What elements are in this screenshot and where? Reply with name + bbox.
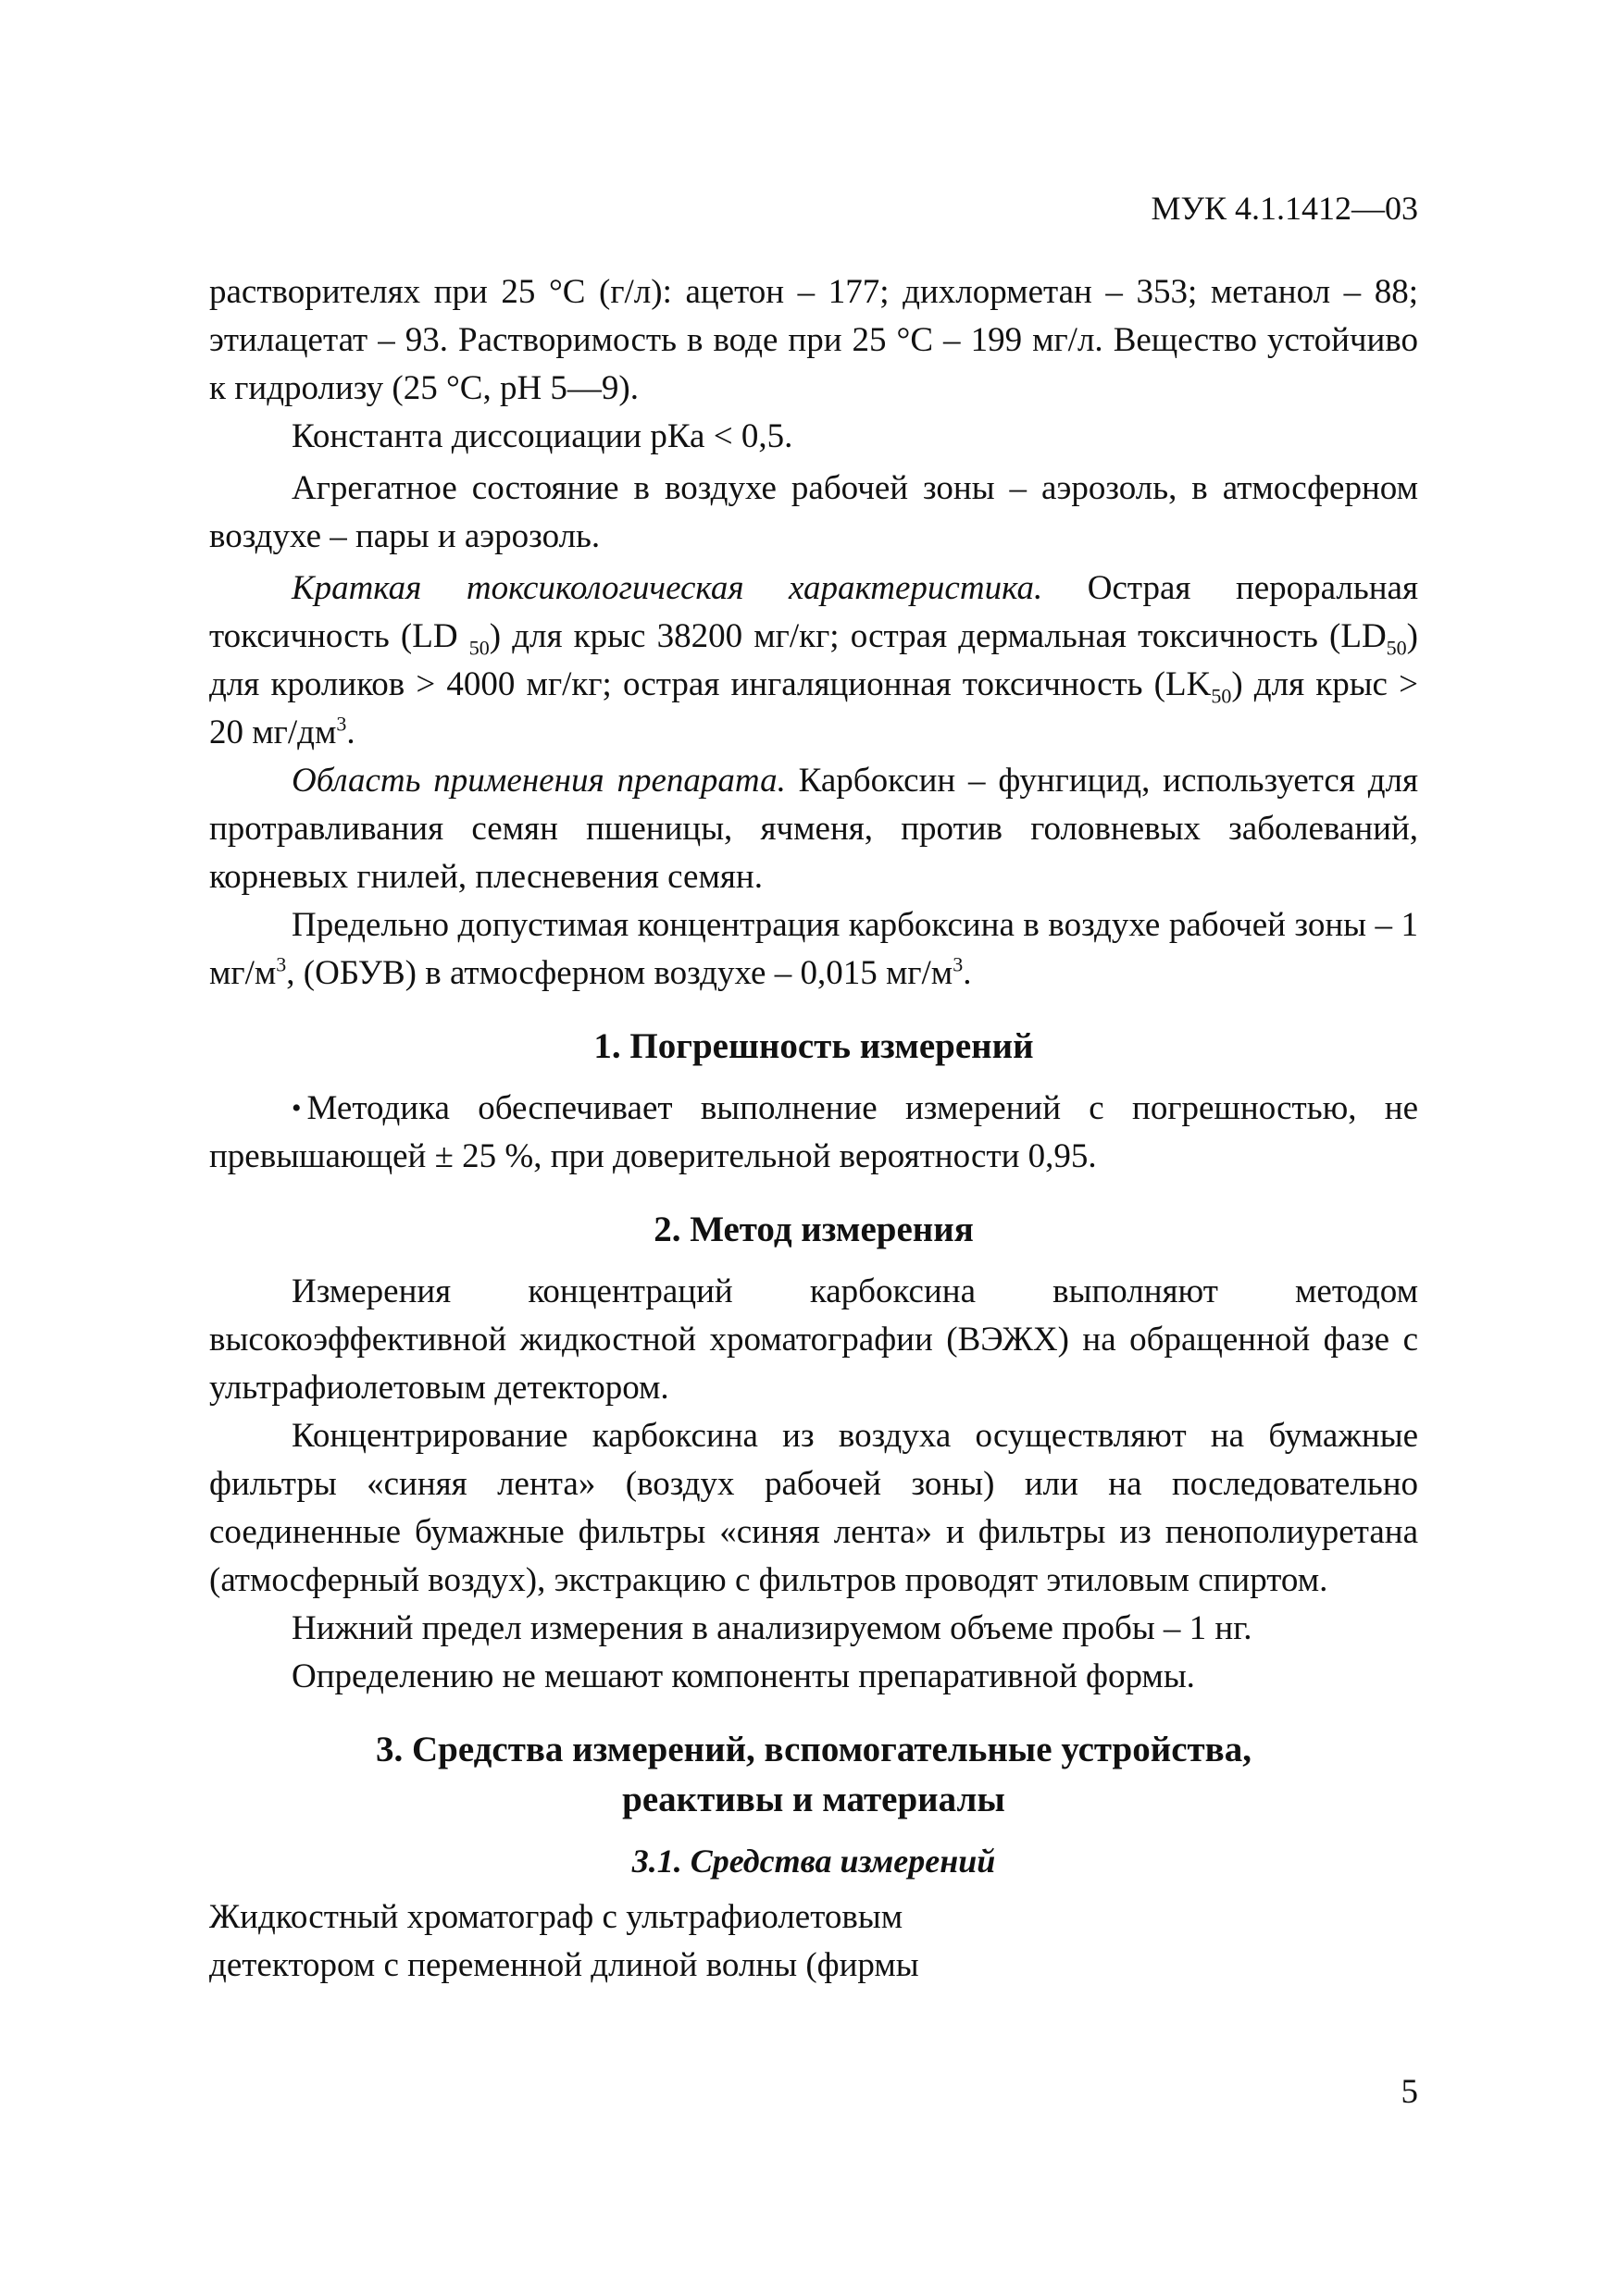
m3-superscript-2: 3 <box>953 952 964 976</box>
page-content <box>209 268 1418 1990</box>
bullet-icon: • <box>292 1093 302 1123</box>
instrument-line-1: Жидкостный хроматограф с ультрафиолетовым <box>209 1898 903 1936</box>
toxicology-text-c: ) для кроликов > 4000 мг/кг; острая ингаляционная токсичность (LK <box>209 617 1418 703</box>
toxicology-text-e: . <box>346 714 355 751</box>
toxicology-text-d: ) для крыс > 20 мг/дм <box>209 665 1418 751</box>
method-paragraph-1: Измерения концентраций карбоксина выполняют методом высокоэффективной жидкостной хроматографии (ВЭЖХ) на обращенной фазе с ультрафиолетовым детектором. <box>209 1272 1418 1407</box>
dissociation-paragraph: Константа диссоциации рКа < 0,5. <box>292 417 793 455</box>
toxicology-text-a: Острая пероральная токсичность (LD <box>209 569 1418 655</box>
instrument-line-2: детектором с переменной длиной волны (фирмы <box>209 1946 919 1984</box>
dm3-superscript: 3 <box>336 712 347 736</box>
lk50-subscript: 50 <box>1211 684 1232 708</box>
m3-superscript-1: 3 <box>276 952 287 976</box>
ld50-dermal-subscript: 50 <box>1386 636 1407 660</box>
section-3-heading-line-1: 3. Средства измерений, вспомогательные устройства, <box>376 1730 1252 1769</box>
section-2-heading: 2. Метод измерения <box>654 1210 974 1249</box>
page-number: 5 <box>1401 2073 1418 2111</box>
method-paragraph-2: Концентрирование карбоксина из воздуха осуществляют на бумажные фильтры «синяя лента» (воздух рабочей зоны) или на последовательно соединенные бумажные фильтры «синяя лента» и фильтры из пенополиуретана (атмосферный воздух), экстракцию с фильтров проводят этиловым спиртом. <box>209 1417 1418 1599</box>
pdk-text-a: Предельно допустимая концентрация карбоксина в воздухе рабочей зоны – 1 мг/м <box>209 906 1418 992</box>
section-1-heading: 1. Погрешность измерений <box>593 1026 1034 1066</box>
pdk-paragraph <box>209 901 1418 998</box>
toxicology-title: Краткая токсикологическая характеристика. <box>292 569 1043 607</box>
document-page <box>209 0 1418 2296</box>
toxicology-text-b: ) для крыс 38200 мг/кг; острая дермальная токсичность (LD <box>489 617 1387 655</box>
application-paragraph <box>209 757 1418 901</box>
solubility-paragraph: растворителях при 25 °С (г/л): ацетон – 177; дихлорметан – 353; метанол – 88; этилацетат – 93. Растворимость в воде при 25 °С – 199 мг/л. Вещество устойчиво к гидролизу (25 °С, рН 5—9). <box>209 273 1418 407</box>
pdk-text-b: , (ОБУВ) в атмосферном воздухе – 0,015 мг/м <box>286 954 953 992</box>
application-text: Карбоксин – фунгицид, используется для протравливания семян пшеницы, ячменя, против головневых заболеваний, корневых гнилей, плесневения семян. <box>209 762 1419 896</box>
section-3-heading <box>209 1725 1418 1825</box>
pdk-text-c: . <box>963 954 972 992</box>
section-3-heading-line-2: реактивы и материалы <box>622 1780 1005 1819</box>
subsection-3-1-heading: 3.1. Средства измерений <box>631 1843 996 1880</box>
application-title: Область применения препарата. <box>292 762 786 800</box>
method-paragraph-3: Нижний предел измерения в анализируемом объеме пробы – 1 нг. <box>292 1609 1252 1647</box>
document-code: МУК 4.1.1412—03 <box>1151 190 1418 227</box>
aggregate-state-paragraph: Агрегатное состояние в воздухе рабочей зоны – аэрозоль, в атмосферном воздухе – пары и аэрозоль. <box>209 469 1418 555</box>
toxicology-paragraph <box>209 565 1418 757</box>
accuracy-text: Методика обеспечивает выполнение измерений с погрешностью, не превышающей ± 25 %, при доверительной вероятности 0,95. <box>209 1089 1418 1175</box>
ld50-oral-subscript: 50 <box>468 636 490 660</box>
accuracy-paragraph <box>209 1085 1418 1181</box>
method-paragraph-4: Определению не мешают компоненты препаративной формы. <box>292 1657 1195 1695</box>
